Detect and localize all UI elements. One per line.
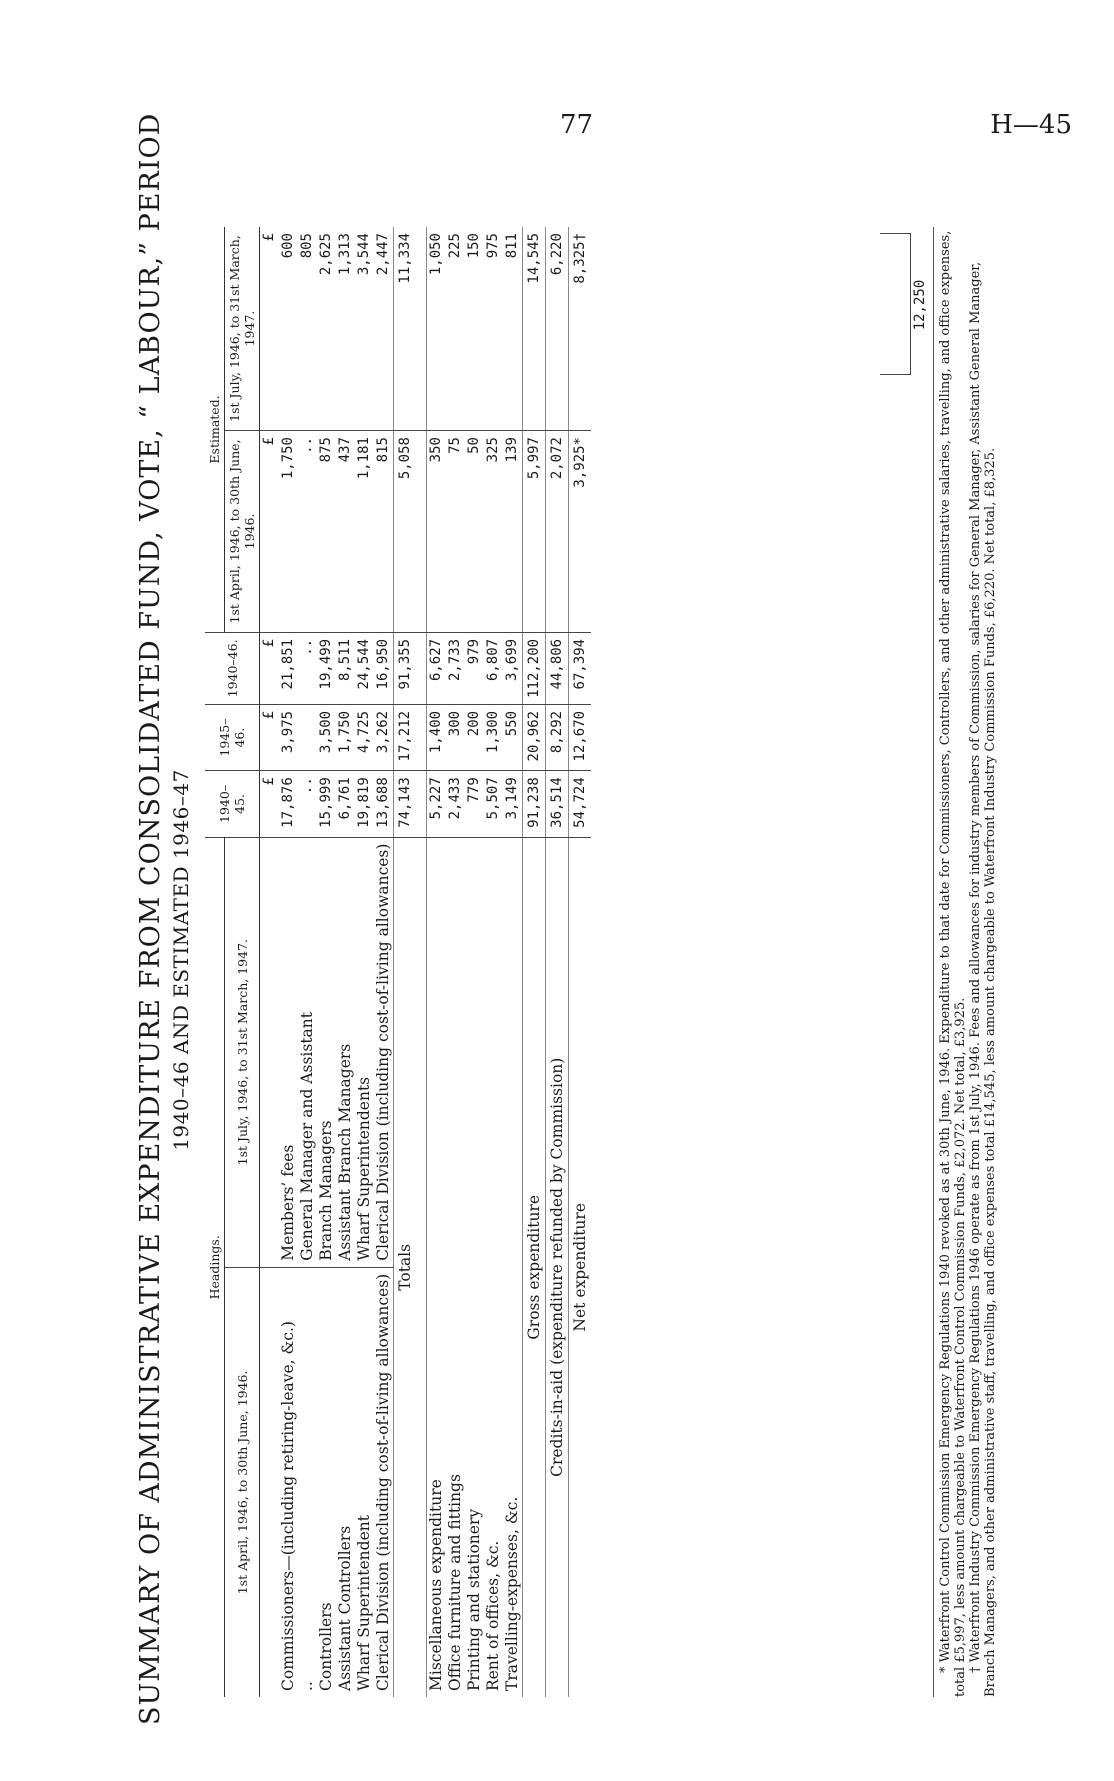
period1-header: 1st April, 1946, to 30th June, 1946. bbox=[225, 1267, 260, 1697]
est2-header: 1st July, 1946, to 31st March, 1947. bbox=[225, 227, 260, 431]
net-row bbox=[569, 227, 592, 1697]
currency-symbol: £ bbox=[260, 632, 280, 704]
table-row bbox=[317, 227, 336, 1697]
currency-symbol: £ bbox=[260, 704, 280, 770]
cell-value: 3,262 bbox=[374, 704, 394, 770]
cell-value: 550 bbox=[503, 704, 523, 770]
cell-value: 3,149 bbox=[503, 771, 523, 837]
cell-value: 979 bbox=[465, 632, 484, 704]
cell-value: 91,238 bbox=[523, 771, 546, 837]
cell-value: 21,851 bbox=[279, 632, 298, 704]
cell-value: 67,394 bbox=[569, 632, 592, 704]
cell-value: .. bbox=[298, 431, 317, 633]
row-label: Wharf Superintendents bbox=[355, 837, 374, 1267]
cell-value: 36,514 bbox=[546, 771, 569, 837]
credits-row bbox=[546, 227, 569, 1697]
cell-value: 11,334 bbox=[394, 227, 417, 431]
cell-value: 6,761 bbox=[336, 771, 355, 837]
document-code: H—45 bbox=[990, 110, 1072, 140]
cell-value: 150 bbox=[465, 227, 484, 431]
table-row bbox=[427, 227, 447, 1697]
cell-value: 2,072 bbox=[546, 431, 569, 633]
cell-value: 1,300 bbox=[484, 704, 503, 770]
table-title: SUMMARY OF ADMINISTRATIVE EXPENDITURE FROM CONSOLIDATED FUND, VOTE, “ LABOUR,” PERIOD bbox=[135, 112, 166, 1725]
row-label: Clerical Division (including cost-of-living allowances) bbox=[374, 837, 394, 1267]
row-label: Miscellaneous expenditure bbox=[427, 837, 447, 1697]
cell-value: 3,699 bbox=[503, 632, 523, 704]
cell-value: 1,750 bbox=[336, 704, 355, 770]
row-label: Printing and stationery bbox=[465, 1508, 483, 1691]
footnote: † Waterfront Industry Commission Emergency Regulations 1946 operate as from 1st July, 1946. Fees and allowances for industry members of Commission, salaries for General Manager, Assistant General Manager, Branch Managers, and other administrative staff, travelling, and office expenses total £14,545, less amount chargeable to Waterfront Industry Commission Funds, £6,220. Net total, £8,325. bbox=[968, 261, 998, 1697]
table-row bbox=[374, 227, 394, 1697]
cell-value: 2,625 bbox=[317, 227, 336, 431]
cell-value: 6,627 bbox=[427, 632, 447, 704]
cell-value: 54,724 bbox=[569, 771, 592, 837]
cell-value: 44,806 bbox=[546, 632, 569, 704]
cell-value: 19,819 bbox=[355, 771, 374, 837]
cell-value: .. bbox=[298, 632, 317, 704]
cell-value: 975 bbox=[484, 227, 503, 431]
cell-value: 19,499 bbox=[317, 632, 336, 704]
currency-symbol: £ bbox=[260, 431, 280, 633]
cell-value: 350 bbox=[427, 431, 447, 633]
estimated-header: Estimated. bbox=[205, 227, 225, 632]
row-label: Credits-in-aid (expenditure refunded by Commission) bbox=[546, 837, 569, 1697]
row-label: Clerical Division (including cost-of-living allowances) bbox=[374, 1273, 392, 1691]
cell-value: 6,220 bbox=[546, 227, 569, 431]
table-row bbox=[279, 227, 298, 1697]
cell-value: 20,962 bbox=[523, 704, 546, 770]
cell-value: 91,355 bbox=[394, 632, 417, 704]
cell-value: 5,227 bbox=[427, 771, 447, 837]
cell-value: 600 bbox=[279, 227, 298, 431]
cell-value: 5,997 bbox=[523, 431, 546, 633]
cell-value: .. bbox=[298, 771, 317, 837]
cell-value: 2,433 bbox=[446, 771, 465, 837]
cell-value: 13,688 bbox=[374, 771, 394, 837]
cell-value: 200 bbox=[465, 704, 484, 770]
cell-value: 15,999 bbox=[317, 771, 336, 837]
table-row bbox=[503, 227, 523, 1697]
combined-bracket bbox=[880, 233, 911, 375]
row-label: Wharf Superintendent bbox=[355, 1515, 373, 1691]
row-label: Rent of offices, &c. bbox=[484, 1540, 502, 1691]
cell-value: 1,750 bbox=[279, 431, 298, 633]
cell-value: 1,181 bbox=[355, 431, 374, 633]
cell-value: 8,325† bbox=[569, 227, 592, 431]
cell-value: 12,670 bbox=[569, 704, 592, 770]
page-number: 77 bbox=[560, 110, 594, 140]
row-label: Assistant Branch Managers bbox=[336, 837, 355, 1267]
cell-value: 815 bbox=[374, 431, 394, 633]
cell-value: 805 bbox=[298, 227, 317, 431]
cell-value: 16,950 bbox=[374, 632, 394, 704]
row-label: Assistant Controllers bbox=[336, 1525, 354, 1691]
cell-value: 225 bbox=[446, 227, 465, 431]
est1-header: 1st April, 1946, to 30th June, 1946. bbox=[225, 431, 260, 633]
cell-value: 8,292 bbox=[546, 704, 569, 770]
cell-value: 17,212 bbox=[394, 704, 417, 770]
cell-value: 8,511 bbox=[336, 632, 355, 704]
table-row bbox=[298, 227, 317, 1697]
cell-value: 112,200 bbox=[523, 632, 546, 704]
row-label: .. bbox=[298, 1681, 316, 1691]
cell-value: 5,058 bbox=[394, 431, 417, 633]
row-label: General Manager and Assistant bbox=[298, 837, 317, 1267]
cell-value: 24,544 bbox=[355, 632, 374, 704]
cell-value: 3,500 bbox=[317, 704, 336, 770]
expenditure-table bbox=[205, 227, 591, 1697]
table-row bbox=[484, 227, 503, 1697]
rotated-table-page bbox=[135, 112, 998, 1725]
cell-value: 17,876 bbox=[279, 771, 298, 837]
row-label: Gross expenditure bbox=[523, 837, 546, 1697]
cell-value: 325 bbox=[484, 431, 503, 633]
table-subtitle: 1940–46 AND ESTIMATED 1946–47 bbox=[169, 769, 193, 1151]
currency-symbol: £ bbox=[260, 227, 280, 431]
table-row bbox=[355, 227, 374, 1697]
currency-row bbox=[260, 227, 280, 1697]
cell-value: 6,807 bbox=[484, 632, 503, 704]
table-row bbox=[446, 227, 465, 1697]
cell-value: 1,400 bbox=[427, 704, 447, 770]
table-row bbox=[465, 227, 484, 1697]
gross-row bbox=[523, 227, 546, 1697]
cell-value: 300 bbox=[446, 704, 465, 770]
cell-value: 3,544 bbox=[355, 227, 374, 431]
currency-symbol: £ bbox=[260, 771, 280, 837]
cell-value: 14,545 bbox=[523, 227, 546, 431]
footnotes bbox=[933, 227, 998, 1697]
cell-value: 811 bbox=[503, 227, 523, 431]
row-label: Net expenditure bbox=[569, 837, 592, 1697]
cell-value: 74,143 bbox=[394, 771, 417, 837]
cell-value: 5,507 bbox=[484, 771, 503, 837]
cell-value: 437 bbox=[336, 431, 355, 633]
combined-total: 12,250 bbox=[912, 279, 928, 331]
row-label: Branch Managers bbox=[317, 837, 336, 1267]
row-label: Controllers bbox=[317, 1602, 335, 1691]
cell-value: 779 bbox=[465, 771, 484, 837]
cell-value: 3,975 bbox=[279, 704, 298, 770]
cell-value: 139 bbox=[503, 431, 523, 633]
footnote: * Waterfront Control Commission Emergency Regulations 1940 revoked as at 30th June, 1946. Expenditure to that date for Commissioners, Controllers, and other administrative salaries, travelling, and office expenses, total £5,997, less amount chargeable to Waterfront Control Commission Funds, £2,072. Net total, £3,925. bbox=[938, 230, 968, 1697]
cell-value: 875 bbox=[317, 431, 336, 633]
col-1940-46-header: 1940–46. bbox=[205, 632, 260, 704]
row-label: Totals bbox=[394, 837, 417, 1697]
cell-value: 50 bbox=[465, 431, 484, 633]
table-row bbox=[336, 227, 355, 1697]
row-label: Travelling-expenses, &c. bbox=[503, 1496, 521, 1691]
totals-row bbox=[394, 227, 417, 1697]
cell-value: 75 bbox=[446, 431, 465, 633]
cell-value: 4,725 bbox=[355, 704, 374, 770]
col-1940-45-header: 1940–45. bbox=[205, 771, 260, 837]
cell-value: 3,925* bbox=[569, 431, 592, 633]
cell-value: 1,050 bbox=[427, 227, 447, 431]
row-label: Office furniture and fittings bbox=[446, 1474, 464, 1691]
headings-header: Headings. bbox=[205, 837, 225, 1697]
row-label: Commissioners—(including retiring-leave, &c.) bbox=[279, 1321, 297, 1691]
cell-value: 2,733 bbox=[446, 632, 465, 704]
col-1945-46-header: 1945–46. bbox=[205, 704, 260, 770]
period2-header: 1st July, 1946, to 31st March, 1947. bbox=[225, 837, 260, 1267]
cell-value: 2,447 bbox=[374, 227, 394, 431]
row-label: Members’ fees bbox=[279, 837, 298, 1267]
cell-value: 1,313 bbox=[336, 227, 355, 431]
cell-value bbox=[298, 704, 317, 770]
